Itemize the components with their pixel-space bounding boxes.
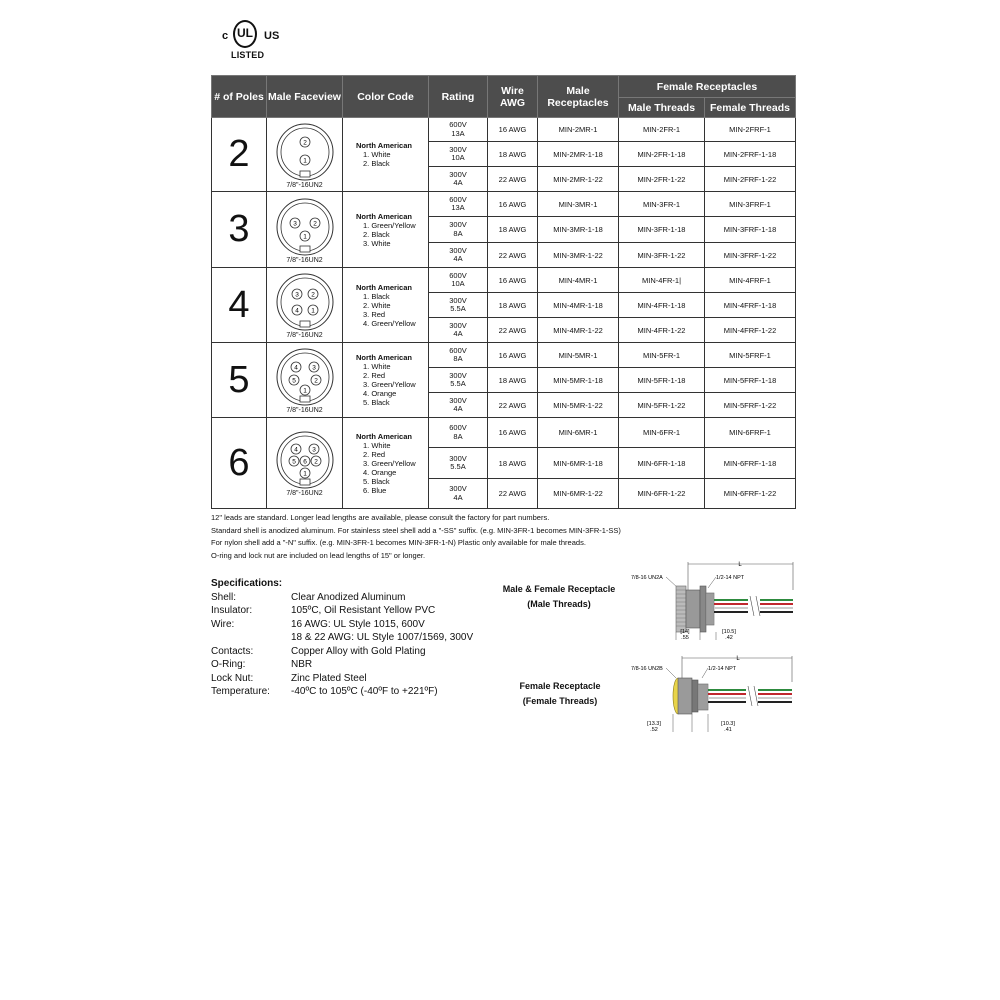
rating-cell <box>429 118 488 142</box>
wire-awg-cell: 22 AWG <box>488 167 538 192</box>
color-code-cell <box>343 418 429 509</box>
female-male-threads-part: MIN-4FR-1-18 <box>619 293 705 318</box>
rating-voltage: 300V <box>449 370 467 380</box>
wire-color: 4. Orange <box>363 389 397 398</box>
pin-number: 5 <box>291 377 296 385</box>
pin-marker <box>310 218 320 228</box>
spec-row <box>211 618 511 632</box>
female-drawing-title <box>500 679 620 709</box>
thread-size: 7/8"-16UN2 <box>286 490 323 497</box>
pole-count: 6 <box>212 418 267 509</box>
ul-listed-text: LISTED <box>231 50 265 60</box>
female-receptacle-drawing <box>616 654 798 736</box>
spec-row <box>211 645 511 659</box>
pin-number: 3 <box>311 446 316 454</box>
color-code-cell <box>343 192 429 268</box>
female-dim2-in: .41 <box>724 727 732 733</box>
spec-key: Temperature: <box>211 686 270 697</box>
male-thread-label: 7/8-16 UN2A <box>631 575 663 581</box>
rating-cell <box>429 268 488 293</box>
rating-current: 4A <box>453 178 463 187</box>
pin-number: 4 <box>294 307 299 315</box>
pin-marker <box>290 218 300 228</box>
male-dim1-mm: [14] <box>680 629 690 635</box>
faceview <box>270 196 340 264</box>
female-male-threads-part: MIN-5FR-1-18 <box>619 368 705 393</box>
pin-number: 1 <box>302 387 307 395</box>
faceview-cell <box>267 343 343 418</box>
rating-current: 4A <box>453 329 463 338</box>
female-male-threads-part: MIN-2FR-1 <box>619 118 705 142</box>
pin-marker <box>300 231 310 241</box>
spec-key: Contacts: <box>211 645 254 657</box>
ul-listed-logo <box>222 18 282 64</box>
wire-color: 4. Green/Yellow <box>363 318 416 328</box>
male-dim1-in: .55 <box>681 635 689 641</box>
pin-marker <box>308 289 318 299</box>
male-drawing-title <box>494 582 624 612</box>
header-wire-awg: Wire AWG <box>488 76 538 118</box>
rating-voltage: 600V <box>449 270 467 280</box>
male-receptacle-part: MIN-5MR-1-18 <box>538 368 619 393</box>
ul-c-mark: c <box>222 30 229 42</box>
spec-value: 16 AWG: UL Style 1015, 600V <box>291 618 425 630</box>
spec-value: NBR <box>291 659 313 670</box>
rating-current: 5.5A <box>450 304 466 313</box>
pin-number: 1 <box>302 232 307 240</box>
thread-size: 7/8"-16UN2 <box>286 181 323 189</box>
wire-color: 5. Black <box>363 398 390 407</box>
rating-voltage: 600V <box>449 345 467 355</box>
rating-voltage: 600V <box>449 194 467 204</box>
rating-voltage: 300V <box>449 484 467 493</box>
color-region: North American <box>356 282 412 292</box>
female-male-threads-part: MIN-4FR-1-22 <box>619 318 705 343</box>
male-receptacle-part: MIN-4MR-1-18 <box>538 293 619 318</box>
wire-awg-cell: 16 AWG <box>488 418 538 448</box>
female-male-threads-part: MIN-3FR-1-22 <box>619 243 705 268</box>
rating-cell <box>429 448 488 479</box>
male-dim2-in: .42 <box>725 635 733 641</box>
pin-number: 1 <box>310 307 315 315</box>
pin-marker <box>300 468 310 478</box>
pole-count: 4 <box>212 268 267 343</box>
header-female-threads: Female Threads <box>705 98 796 118</box>
note-shell: Standard shell is anodized aluminum. For stainless steel shell add a "-SS" suffix. (e.g. MIN-3FR-1 becomes MIN-3FR-1-SS) <box>211 525 621 535</box>
spec-key: Wire: <box>211 618 235 630</box>
wire-color: 2. Black <box>363 159 390 168</box>
male-receptacle-part: MIN-2MR-1-22 <box>538 167 619 192</box>
footnotes <box>211 512 801 562</box>
table-row <box>212 343 796 368</box>
color-region: North American <box>356 353 412 362</box>
rating-cell <box>429 479 488 509</box>
wire-awg-cell: 18 AWG <box>488 142 538 167</box>
pin-marker <box>311 456 321 466</box>
male-receptacle-drawing <box>628 560 798 645</box>
note-leads: 12" leads are standard. Longer lead lengths are available, please consult the factory for part numbers. <box>211 513 550 522</box>
pin-marker <box>291 444 301 454</box>
female-dim1-mm: [13.3] <box>647 721 661 727</box>
male-receptacle-part: MIN-4MR-1 <box>538 268 619 293</box>
wire-color: 4. Orange <box>363 467 397 477</box>
male-receptacle-part: MIN-6MR-1-22 <box>538 479 619 509</box>
female-male-threads-part: MIN-3FR-1 <box>619 192 705 217</box>
header-rating: Rating <box>429 76 488 118</box>
wire-awg-cell: 22 AWG <box>488 393 538 418</box>
table-row <box>212 418 796 448</box>
pin-marker <box>309 362 319 372</box>
rating-cell <box>429 343 488 368</box>
pole-count: 3 <box>212 192 267 268</box>
female-drawing-title-line1: Female Receptacle <box>519 681 601 691</box>
rating-current: 4A <box>453 492 463 502</box>
female-male-threads-part: MIN-4FR-1| <box>619 268 705 293</box>
spec-value: Copper Alloy with Gold Plating <box>291 645 426 657</box>
pin-marker <box>300 456 310 466</box>
female-female-threads-part: MIN-6FRF-1-18 <box>705 448 796 479</box>
table-row <box>212 268 796 293</box>
pole-count: 5 <box>212 343 267 418</box>
pin-number: 2 <box>310 291 315 299</box>
female-dim2-mm: [10.3] <box>721 721 735 727</box>
wire-color: 3. Green/Yellow <box>363 458 416 468</box>
male-receptacle-part: MIN-4MR-1-22 <box>538 318 619 343</box>
color-code-cell <box>343 118 429 192</box>
female-male-threads-part: MIN-2FR-1-18 <box>619 142 705 167</box>
spec-row <box>211 672 511 686</box>
pin-number: 2 <box>302 138 307 146</box>
female-male-threads-part: MIN-3FR-1-18 <box>619 217 705 243</box>
pin-marker <box>300 385 310 395</box>
spec-value: Clear Anodized Aluminum <box>291 591 406 603</box>
male-drawing-title-line2: (Male Threads) <box>527 599 591 609</box>
spec-key: Insulator: <box>211 605 253 616</box>
rating-voltage: 300V <box>449 220 467 229</box>
female-male-threads-part: MIN-2FR-1-22 <box>619 167 705 192</box>
pin-marker <box>291 362 301 372</box>
connector-faceview-icon <box>274 429 336 491</box>
rating-voltage: 300V <box>449 453 467 463</box>
faceview <box>270 121 340 189</box>
color-code-cell <box>343 268 429 343</box>
rating-cell <box>429 217 488 243</box>
pin-marker <box>308 305 318 315</box>
male-drawing-title-line1: Male & Female Receptacle <box>502 584 616 594</box>
male-receptacle-part: MIN-3MR-1-22 <box>538 243 619 268</box>
female-dim1-in: .52 <box>650 727 658 733</box>
faceview-cell <box>267 418 343 509</box>
wire-awg-cell: 16 AWG <box>488 118 538 142</box>
spec-value: 18 & 22 AWG: UL Style 1007/1569, 300V <box>291 632 474 643</box>
spec-row <box>211 685 511 699</box>
pin-marker <box>309 444 319 454</box>
rating-current: 5.5A <box>450 462 466 471</box>
male-dim2-mm: [10.5] <box>722 629 736 635</box>
female-female-threads-part: MIN-2FRF-1-22 <box>705 167 796 192</box>
pin-number: 2 <box>312 219 317 227</box>
rating-cell <box>429 418 488 448</box>
rating-current: 8A <box>453 228 463 238</box>
spec-value: Zinc Plated Steel <box>291 672 367 684</box>
wire-color: 2. White <box>363 300 391 310</box>
wire-color: 3. White <box>363 238 391 248</box>
pin-number: 3 <box>292 219 297 227</box>
male-receptacle-part: MIN-3MR-1-18 <box>538 217 619 243</box>
rating-voltage: 300V <box>449 395 467 405</box>
table-row <box>212 118 796 142</box>
wire-color: 5. Black <box>363 476 390 486</box>
color-code-cell <box>343 343 429 418</box>
pin-number: 1 <box>302 156 307 164</box>
pin-marker <box>300 155 310 165</box>
color-region: North American <box>356 431 412 441</box>
rating-cell <box>429 393 488 418</box>
pin-marker <box>292 305 302 315</box>
spec-row <box>211 658 511 672</box>
faceview <box>270 346 340 414</box>
wire-color: 3. Green/Yellow <box>363 380 416 389</box>
female-length-label: L <box>736 656 740 662</box>
header-male-receptacles: Male Receptacles <box>538 76 619 118</box>
male-receptacle-part: MIN-2MR-1 <box>538 118 619 142</box>
wire-awg-cell: 22 AWG <box>488 318 538 343</box>
rating-current: 4A <box>453 404 463 413</box>
pin-number: 1 <box>302 470 307 478</box>
female-female-threads-part: MIN-6FRF-1-22 <box>705 479 796 509</box>
rating-cell <box>429 368 488 393</box>
specifications-title: Specifications: <box>211 578 283 589</box>
wire-color: 3. Red <box>363 309 386 319</box>
wire-awg-cell: 22 AWG <box>488 479 538 509</box>
wire-awg-cell: 18 AWG <box>488 368 538 393</box>
pin-number: 3 <box>311 364 316 372</box>
rating-voltage: 600V <box>449 423 467 432</box>
table-row <box>212 192 796 217</box>
female-female-threads-part: MIN-6FRF-1 <box>705 418 796 448</box>
rating-voltage: 300V <box>449 144 467 154</box>
rating-current: 13A <box>451 128 465 138</box>
pin-number: 4 <box>293 364 298 372</box>
color-region: North American <box>356 211 412 221</box>
spec-key: Lock Nut: <box>211 672 254 684</box>
pole-count: 2 <box>212 118 267 192</box>
faceview <box>270 271 340 339</box>
male-receptacle-part: MIN-3MR-1 <box>538 192 619 217</box>
header-poles: # of Poles <box>212 76 267 118</box>
female-female-threads-part: MIN-4FRF-1-18 <box>705 293 796 318</box>
rating-voltage: 300V <box>449 169 467 179</box>
pin-marker <box>289 456 299 466</box>
female-female-threads-part: MIN-3FRF-1 <box>705 192 796 217</box>
rating-current: 8A <box>453 354 463 363</box>
female-male-threads-part: MIN-5FR-1-22 <box>619 393 705 418</box>
wire-awg-cell: 18 AWG <box>488 293 538 318</box>
spec-key: Shell: <box>211 591 237 603</box>
thread-size: 7/8"-16UN2 <box>286 407 323 414</box>
male-receptacle-part: MIN-2MR-1-18 <box>538 142 619 167</box>
rating-voltage: 300V <box>449 245 467 255</box>
female-thread-label: 7/8-16 UN2B <box>631 666 663 672</box>
wire-awg-cell: 16 AWG <box>488 268 538 293</box>
faceview-cell <box>267 192 343 268</box>
note-nylon: For nylon shell add a "-N" suffix. (e.g. MIN-3FR-1 becomes MIN-3FR-1-N) Plastic only available for male threads. <box>211 538 586 548</box>
male-receptacle-part: MIN-5MR-1-22 <box>538 393 619 418</box>
male-receptacle-part: MIN-5MR-1 <box>538 343 619 368</box>
rating-cell <box>429 142 488 167</box>
rating-cell <box>429 243 488 268</box>
header-female-receptacles: Female Receptacles <box>619 76 796 98</box>
female-female-threads-part: MIN-3FRF-1-18 <box>705 217 796 243</box>
color-region: North American <box>356 141 412 150</box>
header-color-code: Color Code <box>343 76 429 118</box>
wire-color: 1. Black <box>363 291 390 301</box>
rating-current: 5.5A <box>450 379 466 388</box>
wire-color: 1. White <box>363 362 391 371</box>
rating-cell <box>429 293 488 318</box>
connector-faceview-icon <box>274 196 336 258</box>
pin-marker <box>292 289 302 299</box>
rating-cell <box>429 192 488 217</box>
male-receptacle-part: MIN-6MR-1-18 <box>538 448 619 479</box>
female-female-threads-part: MIN-4FRF-1 <box>705 268 796 293</box>
faceview-cell <box>267 118 343 192</box>
female-female-threads-part: MIN-5FRF-1-22 <box>705 393 796 418</box>
pin-marker <box>289 375 299 385</box>
female-female-threads-part: MIN-2FRF-1-18 <box>705 142 796 167</box>
male-receptacle-part: MIN-6MR-1 <box>538 418 619 448</box>
pin-marker <box>311 375 321 385</box>
pin-number: 3 <box>294 291 299 299</box>
wire-color: 2. Black <box>363 229 390 239</box>
wire-awg-cell: 18 AWG <box>488 217 538 243</box>
rating-voltage: 300V <box>449 295 467 305</box>
pin-number: 2 <box>313 458 318 466</box>
female-male-threads-part: MIN-6FR-1-22 <box>619 479 705 509</box>
specifications <box>211 577 511 699</box>
faceview-cell <box>267 268 343 343</box>
ul-ring: UL <box>233 20 257 48</box>
wire-awg-cell: 18 AWG <box>488 448 538 479</box>
rating-cell <box>429 167 488 192</box>
rating-current: 8A <box>453 431 463 441</box>
male-npt-label: 1/2-14 NPT <box>716 575 745 581</box>
wire-color: 2. Red <box>363 371 386 380</box>
wire-awg-cell: 22 AWG <box>488 243 538 268</box>
female-npt-label: 1/2-14 NPT <box>708 666 737 672</box>
rating-current: 10A <box>451 153 465 162</box>
wire-color: 1. White <box>363 440 391 450</box>
note-oring: O-ring and lock nut are included on lead lengths of 15" or longer. <box>211 550 426 560</box>
header-faceview: Male Faceview <box>267 76 343 118</box>
pin-number: 4 <box>293 446 298 454</box>
wire-color: 1. Green/Yellow <box>363 220 416 230</box>
spec-row <box>211 604 511 618</box>
pin-number: 2 <box>313 377 318 385</box>
pin-marker <box>300 137 310 147</box>
rating-current: 13A <box>451 203 465 212</box>
header-male-threads: Male Threads <box>619 98 705 118</box>
spec-key <box>211 631 291 645</box>
pin-number: 6 <box>302 458 307 466</box>
wire-color: 1. White <box>363 150 391 159</box>
female-female-threads-part: MIN-5FRF-1 <box>705 343 796 368</box>
female-female-threads-part: MIN-4FRF-1-22 <box>705 318 796 343</box>
wire-awg-cell: 16 AWG <box>488 192 538 217</box>
rating-current: 10A <box>451 279 465 288</box>
rating-cell <box>429 318 488 343</box>
spec-key: O-Ring: <box>211 659 246 670</box>
female-male-threads-part: MIN-6FR-1 <box>619 418 705 448</box>
ul-us-mark: US <box>264 30 280 42</box>
wire-awg-cell: 16 AWG <box>488 343 538 368</box>
wire-color: 2. Red <box>363 449 386 459</box>
thread-size: 7/8"-16UN2 <box>286 256 323 264</box>
female-male-threads-part: MIN-6FR-1-18 <box>619 448 705 479</box>
thread-size: 7/8"-16UN2 <box>286 332 323 339</box>
rating-current: 4A <box>453 254 463 263</box>
female-male-threads-part: MIN-5FR-1 <box>619 343 705 368</box>
spec-row <box>211 631 511 645</box>
female-drawing-title-line2: (Female Threads) <box>522 696 598 706</box>
spec-row <box>211 591 511 605</box>
female-female-threads-part: MIN-5FRF-1-18 <box>705 368 796 393</box>
male-length-label: L <box>738 562 742 568</box>
wire-color: 6. Blue <box>363 485 387 495</box>
part-number-table <box>211 75 796 509</box>
rating-voltage: 600V <box>449 120 467 129</box>
connector-faceview-icon <box>274 346 336 408</box>
spec-value: 105ºC, Oil Resistant Yellow PVC <box>291 605 436 616</box>
spec-value: -40ºC to 105ºC (-40ºF to +221ºF) <box>291 686 438 697</box>
connector-faceview-icon <box>274 271 336 333</box>
female-female-threads-part: MIN-2FRF-1 <box>705 118 796 142</box>
pin-number: 5 <box>291 458 296 466</box>
faceview <box>270 429 340 497</box>
connector-faceview-icon <box>274 121 336 183</box>
rating-voltage: 300V <box>449 320 467 330</box>
female-female-threads-part: MIN-3FRF-1-22 <box>705 243 796 268</box>
